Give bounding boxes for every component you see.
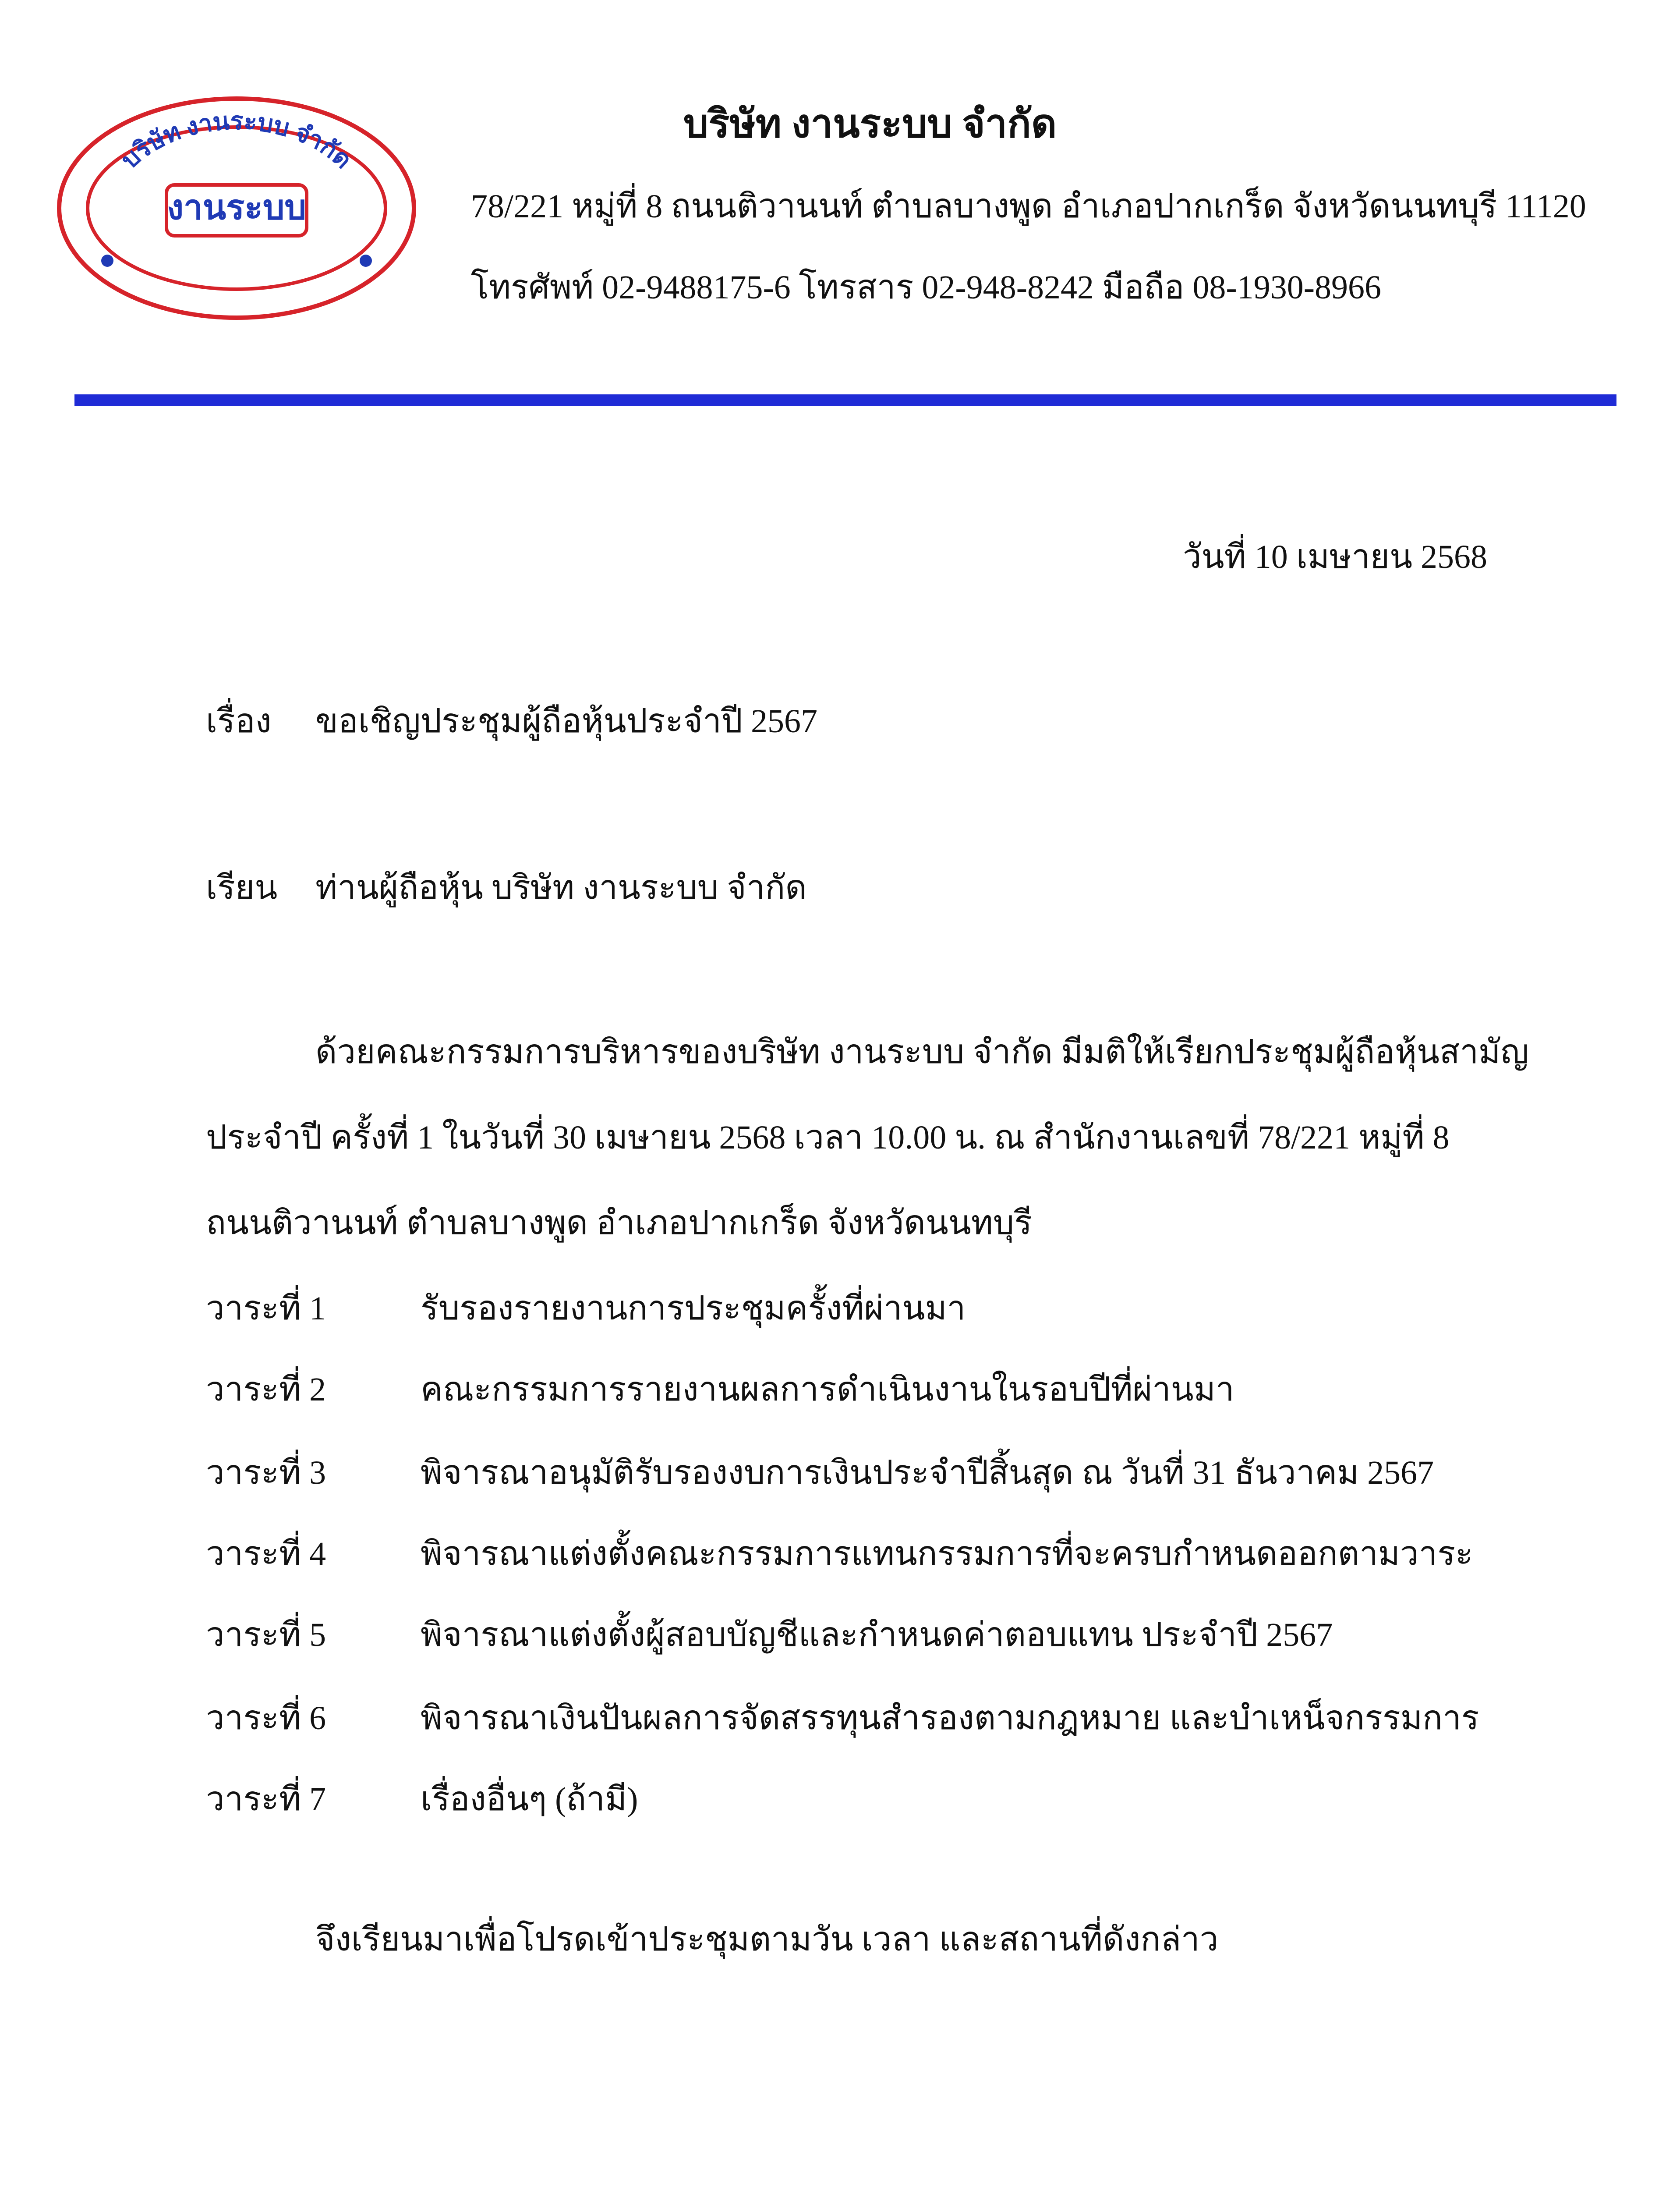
closing-text: จึงเรียนมาเพื่อโปรดเข้าประชุมตามวัน เวลา และสถานที่ดังกล่าว [315, 1921, 1219, 1958]
agenda-text-7: เรื่องอื่นๆ (ถ้ามี) [421, 1781, 638, 1818]
agenda-text-2: คณะกรรมการรายงานผลการดำเนินงานในรอบปีที่ผ่านมา [421, 1371, 1234, 1408]
header-rule [74, 394, 1616, 406]
agenda-text-6: พิจารณาเงินปันผลการจัดสรรทุนสำรองตามกฎหมาย และบำเหน็จกรรมการ [421, 1700, 1479, 1737]
body-line-2: ประจำปี ครั้งที่ 1 ในวันที่ 30 เมษายน 2568 เวลา 10.00 น. ณ สำนักงานเลขที่ 78/221 หมู่ที่ 8 [206, 1119, 1450, 1156]
company-name: บริษัท งานระบบ จำกัด [683, 103, 1057, 146]
logo-star-right [360, 255, 372, 267]
agenda-text-1: รับรองรายงานการประชุมครั้งที่ผ่านมา [421, 1290, 966, 1327]
agenda-label-4: วาระที่ 4 [206, 1535, 326, 1572]
agenda-text-3: พิจารณาอนุมัติรับรองงบการเงินประจำปีสิ้นสุด ณ วันที่ 31 ธันวาคม 2567 [421, 1454, 1434, 1491]
company-contacts: โทรศัพท์ 02-9488175-6 โทรสาร 02-948-8242 มือถือ 08-1930-8966 [471, 269, 1382, 306]
agenda-label-1: วาระที่ 1 [206, 1290, 326, 1327]
subject-label: เรื่อง [206, 703, 272, 740]
body-line-1: ด้วยคณะกรรมการบริหารของบริษัท งานระบบ จำกัด มีมติให้เรียกประชุมผู้ถือหุ้นสามัญ [315, 1034, 1529, 1071]
recipient-text: ท่านผู้ถือหุ้น บริษัท งานระบบ จำกัด [315, 869, 807, 906]
agenda-label-5: วาระที่ 5 [206, 1617, 326, 1653]
company-address: 78/221 หมู่ที่ 8 ถนนติวานนท์ ตำบลบางพูด อำเภอปากเกร็ด จังหวัดนนทบุรี 11120 [471, 188, 1586, 225]
company-logo [48, 83, 425, 333]
agenda-text-5: พิจารณาแต่งตั้งผู้สอบบัญชีและกำหนดค่าตอบแทน ประจำปี 2567 [421, 1617, 1333, 1653]
agenda-text-4: พิจารณาแต่งตั้งคณะกรรมการแทนกรรมการที่จะครบกำหนดออกตามวาระ [421, 1535, 1473, 1572]
agenda-label-3: วาระที่ 3 [206, 1454, 326, 1491]
agenda-label-7: วาระที่ 7 [206, 1781, 326, 1818]
logo-top-text: บริษัท งานระบบ จำกัด [116, 108, 357, 174]
letter-date: วันที่ 10 เมษายน 2568 [1183, 539, 1488, 575]
recipient-label: เรียน [206, 869, 278, 906]
agenda-label-2: วาระที่ 2 [206, 1371, 326, 1408]
logo-center-text: งานระบบ [166, 188, 307, 227]
company-logo-graphic [48, 83, 425, 333]
body-line-3: ถนนติวานนท์ ตำบลบางพูด อำเภอปากเกร็ด จังหวัดนนทบุรี [206, 1205, 1032, 1241]
subject-text: ขอเชิญประชุมผู้ถือหุ้นประจำปี 2567 [315, 703, 818, 740]
logo-star-left [101, 255, 113, 267]
agenda-label-6: วาระที่ 6 [206, 1700, 326, 1737]
